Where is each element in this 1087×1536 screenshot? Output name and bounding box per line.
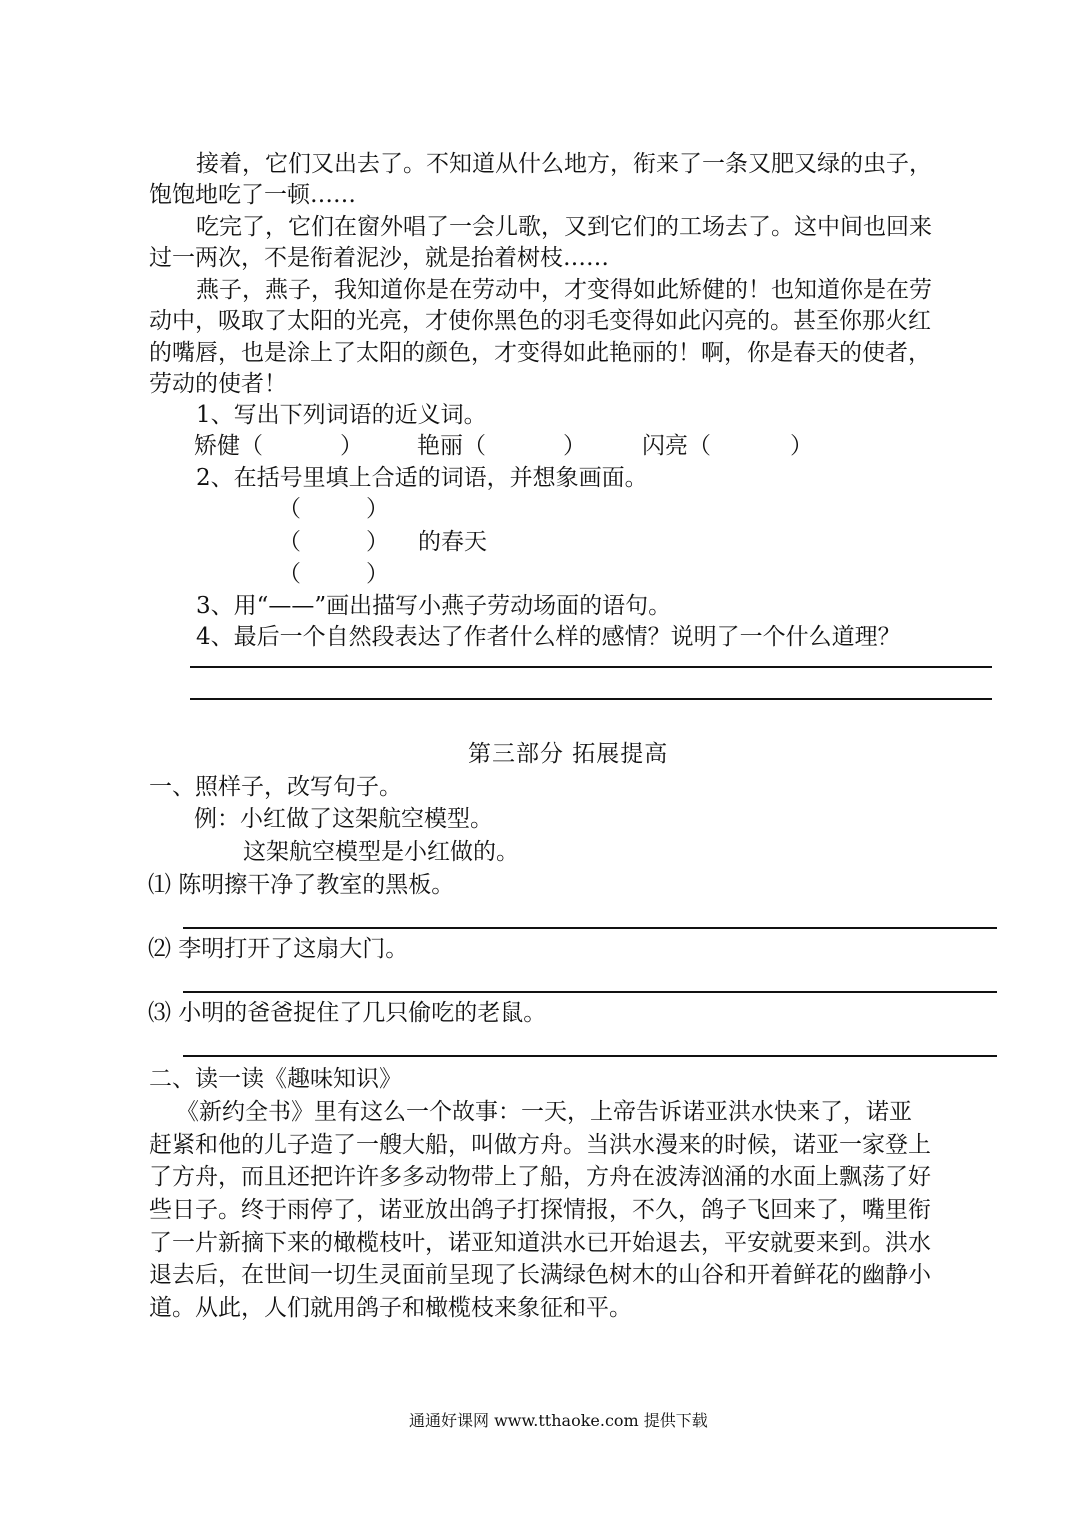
answer-line[interactable] — [183, 991, 997, 993]
q2-paren-close: ） — [366, 496, 389, 522]
page-footer: 通通好课网 www.tthaoke.com 提供下载 — [409, 1411, 708, 1430]
passage-line: 过一两次，不是衔着泥沙，就是抬着树枝…… — [149, 245, 609, 271]
answer-line[interactable] — [183, 1055, 997, 1057]
reading-line: 些日子。终于雨停了，诺亚放出鸽子打探情报，不久，鸽子飞回来了，嘴里衔 — [149, 1197, 931, 1223]
passage-line: 饱饱地吃了一顿…… — [149, 182, 356, 208]
reading-line: 赶紧和他的儿子造了一艘大船，叫做方舟。当洪水漫来的时候，诺亚一家登上 — [149, 1132, 931, 1158]
reading-line: 了一片新摘下来的橄榄枝叶，诺亚知道洪水已开始退去，平安就要来到。洪水 — [149, 1230, 931, 1256]
passage-line: 吃完了，它们在窗外唱了一会儿歌，又到它们的工场去了。这中间也回来 — [196, 214, 932, 240]
passage-line: 动中，吸取了太阳的光亮，才使你黑色的羽毛变得如此闪亮的。甚至你那火红 — [149, 308, 931, 334]
rewrite-item: ⑴ 陈明擦干净了教室的黑板。 — [148, 872, 455, 898]
reading-line: 道。从此，人们就用鸽子和橄榄枝来象征和平。 — [149, 1295, 632, 1321]
question-2: 2、在括号里填上合适的词语，并想象画面。 — [196, 465, 648, 491]
q1-word-close: ） — [563, 433, 586, 459]
q2-paren-close: ） — [366, 561, 389, 587]
q1-word-open: 矫健（ — [194, 433, 263, 459]
reading-line: 《新约全书》里有这么一个故事：一天，上帝告诉诺亚洪水快来了，诺亚 — [176, 1099, 912, 1125]
q2-suffix: 的春天 — [418, 529, 487, 555]
example-answer: 这架航空模型是小红做的。 — [243, 839, 519, 865]
passage-line: 的嘴唇，也是涂上了太阳的颜色，才变得如此艳丽的！啊，你是春天的使者， — [149, 340, 931, 366]
question-1: 1、写出下列词语的近义词。 — [196, 402, 487, 428]
q2-paren-close: ） — [366, 529, 389, 555]
q2-paren-open: （ — [278, 529, 301, 555]
q2-paren-open: （ — [278, 496, 301, 522]
section-title: 第三部分 拓展提高 — [468, 741, 669, 767]
question-4: 4、最后一个自然段表达了作者什么样的感情？说明了一个什么道理？ — [196, 624, 901, 650]
answer-line[interactable] — [190, 666, 992, 668]
q2-paren-open: （ — [278, 561, 301, 587]
section-2-heading: 二、读一读《趣味知识》 — [149, 1066, 402, 1092]
reading-line: 退去后，在世间一切生灵面前呈现了长满绿色树木的山谷和开着鲜花的幽静小 — [149, 1262, 931, 1288]
passage-line: 燕子，燕子，我知道你是在劳动中，才变得如此矫健的！也知道你是在劳 — [196, 277, 932, 303]
example-sentence: 例：小红做了这架航空模型。 — [194, 806, 493, 832]
reading-line: 了方舟，而且还把许许多多动物带上了船，方舟在波涛汹涌的水面上飘荡了好 — [149, 1164, 931, 1190]
q1-word-close: ） — [790, 433, 813, 459]
section-1-heading: 一、照样子，改写句子。 — [149, 774, 402, 800]
answer-line[interactable] — [183, 927, 997, 929]
q1-word-open: 闪亮（ — [642, 433, 711, 459]
rewrite-item: ⑵ 李明打开了这扇大门。 — [148, 936, 409, 962]
question-3: 3、用“——”画出描写小燕子劳动场面的语句。 — [196, 593, 672, 619]
q1-word-close: ） — [340, 433, 363, 459]
answer-line[interactable] — [190, 698, 992, 700]
rewrite-item: ⑶ 小明的爸爸捉住了几只偷吃的老鼠。 — [148, 1000, 547, 1026]
passage-line: 劳动的使者！ — [149, 371, 287, 397]
passage-line: 接着，它们又出去了。不知道从什么地方，衔来了一条又肥又绿的虫子， — [196, 151, 932, 177]
q1-word-open: 艳丽（ — [417, 433, 486, 459]
